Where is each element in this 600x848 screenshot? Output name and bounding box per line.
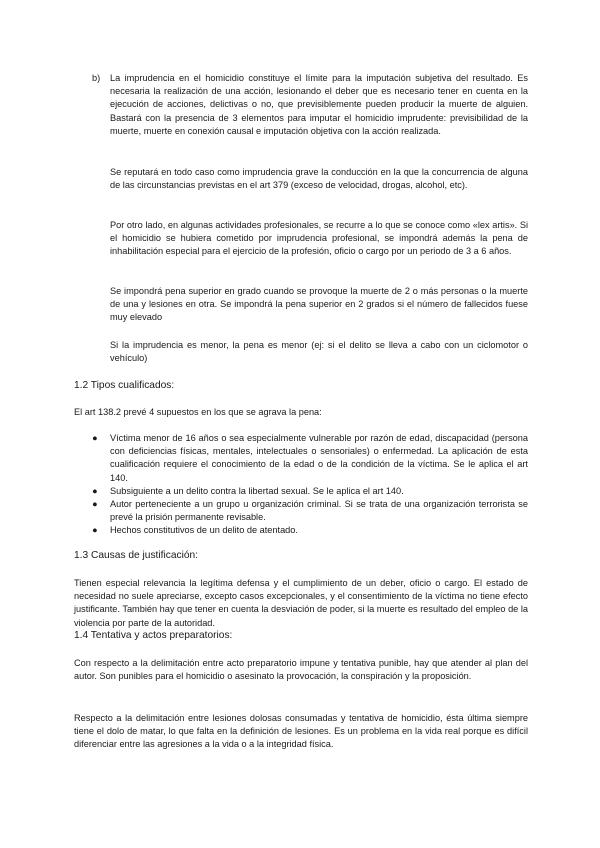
paragraph-tentativa-1: Con respecto a la delimitación entre acto preparatorio impune y tentativa punible, hay que atender al plan del autor. Son punibles para el homicidio o asesinato la provocación, la conspiración y la proposición. xyxy=(74,658,528,682)
paragraph-b-1: La imprudencia en el homicidio constituye el límite para la imputación subjetiva del resultado. Es necesaria la realización de una acción, lesionando el deber que es necesario tener en cuenta en la ejecución de acciones, delictivas o no, que previsiblemente pueden producir la muerte de alguien. Bastará con la presencia de 3 elementos para imputar el homicidio imprudente: previsibilidad de la muerte, muerte en conexión causal e imputación objetiva con la acción realizada. xyxy=(110,73,528,136)
bullet-list-supuestos xyxy=(92,432,528,538)
bullet-text: Autor perteneciente a un grupo u organización criminal. Si se trata de una organización terrorista se prevé la prisión permanente revisable. xyxy=(110,499,528,523)
list-marker-b: b) xyxy=(92,73,101,83)
bullet-text: Hechos constitutivos de un delito de atentado. xyxy=(110,525,298,536)
list-item-b xyxy=(92,72,528,138)
heading-causas-justificacion: 1.3 Causas de justificación: xyxy=(74,550,199,561)
bullet-item xyxy=(92,498,528,524)
bullet-text: Subsiguiente a un delito contra la libertad sexual. Se le aplica el art 140. xyxy=(110,485,404,496)
bullet-dot-icon: ● xyxy=(92,433,98,443)
bullet-item xyxy=(92,432,528,485)
paragraph-b-2: Se reputará en todo caso como imprudencia grave la conducción en la que la concurrencia de alguna de las circunstancias previstas en el art 379 (exceso de velocidad, drogas, alcohol, etc). xyxy=(110,167,528,191)
bullet-dot-icon: ● xyxy=(92,525,98,536)
paragraph-tipos-intro: El art 138.2 prevé 4 supuestos en los que se agrava la pena: xyxy=(74,407,322,417)
bullet-item xyxy=(92,485,528,498)
bullet-item xyxy=(92,524,528,537)
bullet-text: Víctima menor de 16 años o sea especialmente vulnerable por razón de edad, discapacidad (persona con deficiencias físicas, mentales, intelectuales o sensoriales) o enfermedad. La aplicación de esta cualificación requiere el conocimiento de la edad o de la condición de la víctima. Se le aplica el art 140. xyxy=(110,433,528,483)
heading-tentativa: 1.4 Tentativa y actos preparatorios: xyxy=(74,630,233,641)
paragraph-causas: Tienen especial relevancia la legítima defensa y el cumplimiento de un deber, oficio o cargo. El estado de necesidad no suele apreciarse, excepto casos excepcionales, y el consentimiento de la víctima no tiene efecto justificante. También hay que tener en cuenta la desviación de poder, si la muerte es resultado del empleo de la violencia por parte de la autoridad. xyxy=(74,578,528,628)
paragraph-b-4: Se impondrá pena superior en grado cuando se provoque la muerte de 2 o más personas o la muerte de una y lesiones en otra. Se impondrá la pena superior en 2 grados si el número de fallecidos fuese muy elevado xyxy=(110,286,528,323)
paragraph-b-5: Si la imprudencia es menor, la pena es menor (ej: si el delito se lleva a cabo con un ciclomotor o vehículo) xyxy=(110,340,528,364)
heading-tipos-cualificados: 1.2 Tipos cualificados: xyxy=(74,380,175,391)
bullet-dot-icon: ● xyxy=(92,499,98,510)
paragraph-b-3: Por otro lado, en algunas actividades profesionales, se recurre a lo que se conoce como «lex artis». Si el homicidio se hubiera cometido por imprudencia profesional, se impondrá además la pena de inhabilitación especial para el ejercicio de la profesión, oficio o cargo por un periodo de 3 a 6 años. xyxy=(110,220,528,257)
paragraph-tentativa-2: Respecto a la delimitación entre lesiones dolosas consumadas y tentativa de homicidio, ésta última siempre tiene el dolo de matar, lo que falta en la definición de lesiones. Es un problema en la vida real porque es difícil diferenciar entre las agresiones a la vida o a la integridad física. xyxy=(74,713,528,750)
bullet-dot-icon: ● xyxy=(92,485,98,496)
